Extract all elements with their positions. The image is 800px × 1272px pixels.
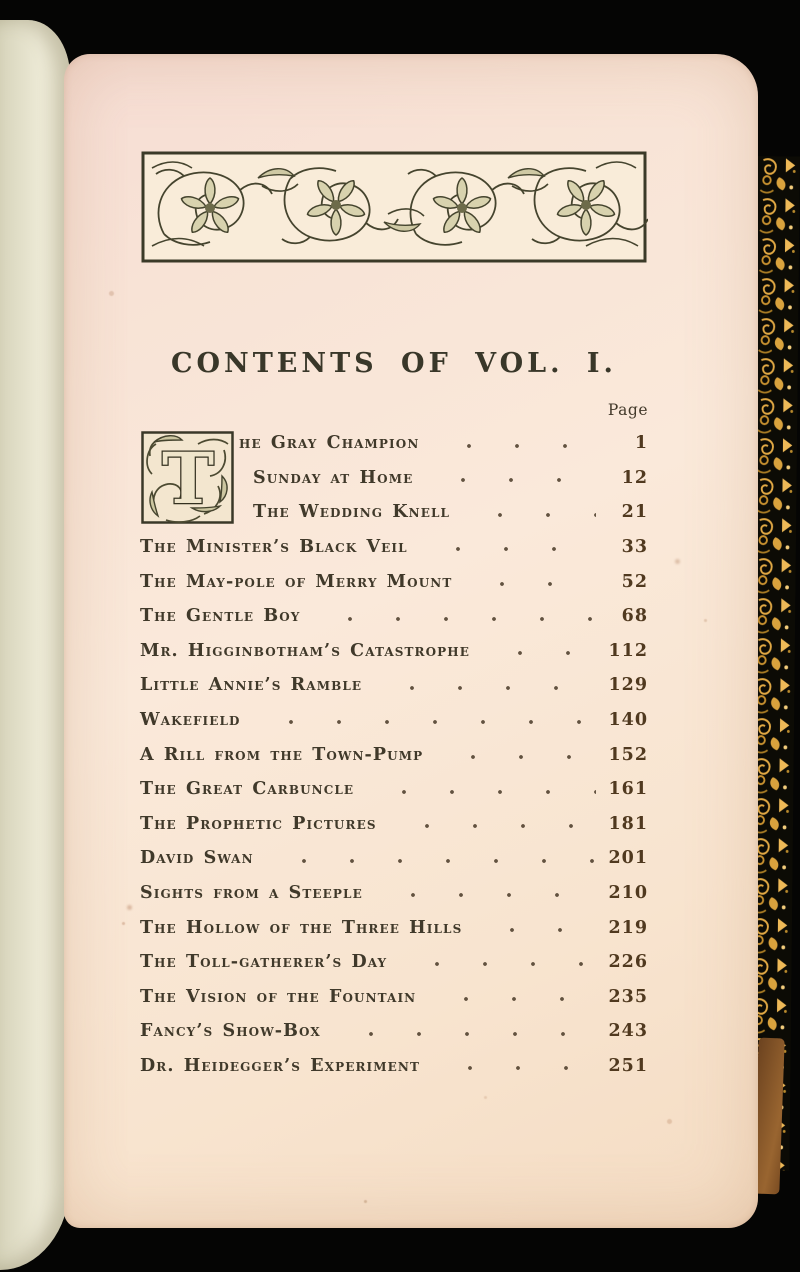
- entry-leader-dots: [253, 703, 596, 738]
- foxing-spots: [64, 54, 67, 57]
- entry-title: The Gentle Boy: [140, 606, 301, 627]
- drop-cap-letter: T: [161, 437, 215, 520]
- entry-page-number: 112: [608, 640, 648, 661]
- entry-leader-dots: [266, 841, 596, 876]
- entry-page-number: 181: [608, 813, 648, 834]
- entry-title: The Minister’s Black Veil: [140, 537, 408, 558]
- entry-title: A Rill from the Town-Pump: [140, 744, 424, 765]
- entry-page-number: 226: [608, 952, 648, 973]
- page-column-header: Page: [607, 401, 648, 419]
- entry-leader-dots: [435, 737, 596, 772]
- entry-leader-dots: [420, 530, 596, 565]
- entry-title: The Toll-gatherer’s Day: [140, 952, 388, 973]
- entry-page-number: 12: [621, 467, 648, 488]
- entry-page-number: 251: [608, 1055, 648, 1076]
- entry-page-number: 243: [608, 1021, 648, 1042]
- entry-leader-dots: [464, 564, 596, 599]
- entry-title: The Hollow of the Three Hills: [140, 917, 463, 938]
- toc-entry: [140, 980, 648, 1015]
- toc-entry: [140, 599, 648, 634]
- entry-title: Wakefield: [140, 710, 241, 731]
- toc-entry: [140, 772, 648, 807]
- entry-title: Dr. Heidegger’s Experiment: [140, 1055, 420, 1076]
- entry-title: Fancy’s Show-Box: [140, 1021, 321, 1042]
- entry-title: Sights from a Steeple: [140, 883, 363, 904]
- toc-entry: [239, 495, 648, 530]
- toc-entry: [140, 910, 648, 945]
- book-page: [64, 54, 758, 1228]
- entry-page-number: 235: [608, 986, 648, 1007]
- toc-entry: [140, 841, 648, 876]
- drop-cap-engraving-icon: [140, 430, 235, 525]
- entry-leader-dots: [389, 807, 596, 842]
- entry-leader-dots: [462, 495, 596, 530]
- entry-title: Mr. Higginbotham’s Catastrophe: [140, 640, 470, 661]
- entry-page-number: 140: [608, 710, 648, 731]
- toc-entry: [140, 807, 648, 842]
- entry-page-number: 1: [634, 433, 648, 454]
- toc-entry: [140, 945, 648, 980]
- entry-leader-dots: [431, 426, 596, 461]
- entry-leader-dots: [399, 945, 596, 980]
- toc-entry: [140, 1014, 648, 1049]
- toc-entry: [140, 1049, 648, 1084]
- entry-page-number: 33: [621, 537, 648, 558]
- toc-entry: [140, 634, 648, 669]
- entry-page-number: 129: [608, 675, 648, 696]
- entry-page-number: 152: [608, 744, 648, 765]
- facing-page-edge: [0, 20, 70, 1270]
- entry-leader-dots: [366, 772, 596, 807]
- entry-page-number: 52: [621, 571, 648, 592]
- entry-leader-dots: [425, 461, 596, 496]
- drop-cap: [140, 430, 235, 525]
- entry-leader-dots: [428, 980, 596, 1015]
- entry-title: Little Annie’s Ramble: [140, 675, 363, 696]
- entry-leader-dots: [432, 1049, 596, 1084]
- entry-title: he Gray Champion: [239, 433, 420, 454]
- page-title: CONTENTS OF VOL. I.: [171, 348, 617, 379]
- entry-page-number: 161: [608, 779, 648, 800]
- entry-page-number: 68: [621, 606, 648, 627]
- toc-entry: [140, 564, 648, 599]
- entry-title: The Wedding Knell: [253, 502, 451, 523]
- entry-title: David Swan: [140, 848, 254, 869]
- headpiece-engraving-icon: [140, 150, 648, 264]
- table-of-contents: [140, 426, 648, 1083]
- toc-entry: [140, 703, 648, 738]
- entry-leader-dots: [474, 910, 596, 945]
- toc-entry: [140, 668, 648, 703]
- entry-leader-dots: [312, 599, 596, 634]
- toc-entry: [239, 461, 648, 496]
- entry-page-number: 21: [621, 502, 648, 523]
- entry-title: The Great Carbuncle: [140, 779, 355, 800]
- entry-title: The Vision of the Fountain: [140, 986, 417, 1007]
- toc-entry: [140, 530, 648, 565]
- leather-board-edge: [753, 1038, 784, 1195]
- entry-leader-dots: [374, 668, 596, 703]
- toc-entry: [239, 426, 648, 461]
- ornamental-headpiece: [140, 150, 648, 264]
- toc-entry: [140, 876, 648, 911]
- entry-title: The Prophetic Pictures: [140, 813, 377, 834]
- entry-title: The May-pole of Merry Mount: [140, 571, 453, 592]
- entry-page-number: 219: [608, 917, 648, 938]
- entry-page-number: 210: [608, 883, 648, 904]
- entry-title: Sunday at Home: [253, 467, 414, 488]
- entry-leader-dots: [375, 876, 596, 911]
- entry-leader-dots: [482, 634, 596, 669]
- toc-entry: [140, 737, 648, 772]
- entry-leader-dots: [333, 1014, 596, 1049]
- entry-page-number: 201: [608, 848, 648, 869]
